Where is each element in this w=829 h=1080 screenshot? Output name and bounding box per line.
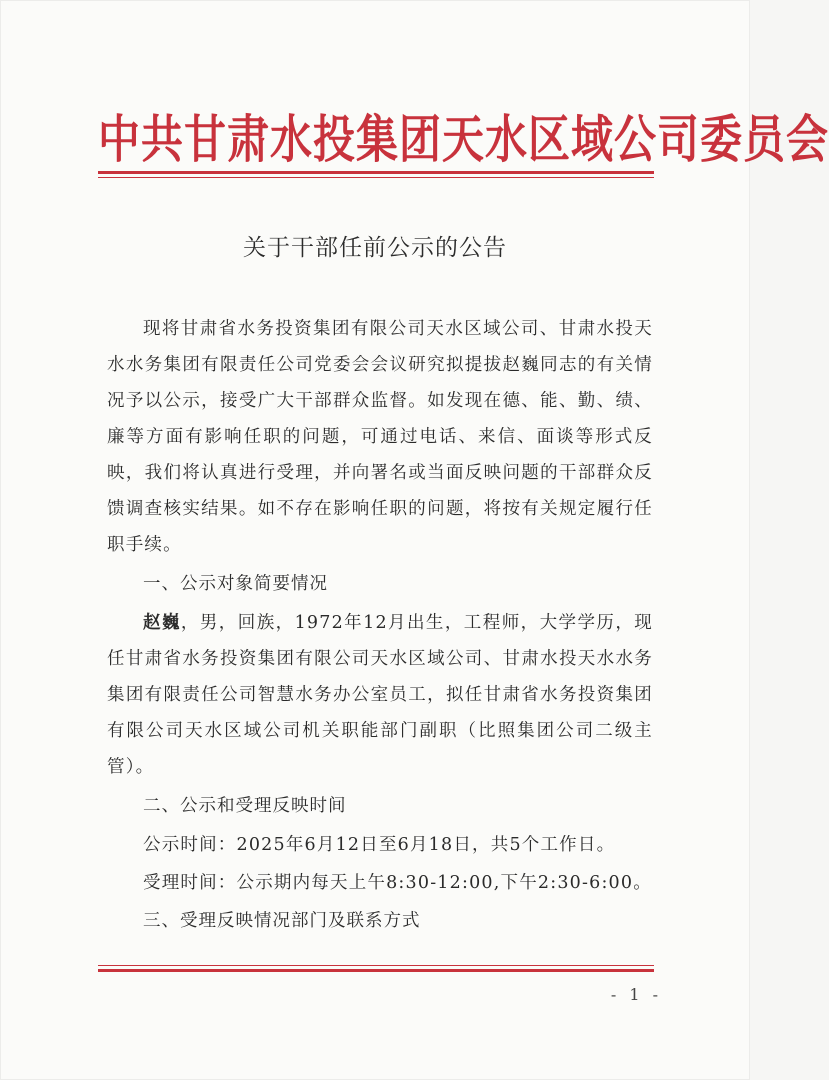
footer-rule-thick bbox=[98, 969, 654, 972]
candidate-details: ，男，回族，1972年12月出生，工程师，大学学历，现任甘肃省水务投资集团有限公司天水区域公司、甘肃水投天水水务集团有限责任公司智慧水务办公室员工，拟任甘肃省水务投资集团有限公司天水区域公司机关职能部门副职（比照集团公司二级主管）。 bbox=[107, 613, 654, 777]
footer-rule-thin bbox=[98, 965, 654, 966]
section-1-paragraph bbox=[107, 605, 653, 785]
page-number: - 1 - bbox=[610, 985, 662, 1004]
intro-paragraph: 现将甘肃省水务投资集团有限公司天水区域公司、甘肃水投天水水务集团有限责任公司党委会会议研究拟提拔赵巍同志的有关情况予以公示，接受广大干部群众监督。如发现在德、能、勤、绩、廉等方面有影响任职的问题，可通过电话、来信、面谈等形式反映，我们将认真进行受理，并向署名或当面反映问题的干部群众反馈调查核实结果。如不存在影响任职的问题，将按有关规定履行任职手续。 bbox=[107, 319, 653, 555]
acceptance-hours: 受理时间：公示期内每天上午8:30-12:00,下午2:30-6:00。 bbox=[143, 873, 652, 893]
letterhead-rule-thick bbox=[98, 171, 654, 174]
publicity-period: 公示时间：2025年6月12日至6月18日，共5个工作日。 bbox=[143, 835, 616, 855]
letterhead-rule-thin bbox=[98, 177, 654, 178]
section-3-heading: 三、受理反映情况部门及联系方式 bbox=[143, 911, 421, 931]
notice-title: 关于干部任前公示的公告 bbox=[243, 235, 507, 261]
section-1-heading: 一、公示对象简要情况 bbox=[143, 574, 328, 594]
section-2-heading: 二、公示和受理反映时间 bbox=[143, 796, 347, 816]
notice-body bbox=[107, 311, 653, 939]
candidate-name: 赵巍 bbox=[143, 613, 181, 633]
letterhead-title: 中共甘肃水投集团天水区域公司委员会 bbox=[98, 109, 829, 170]
